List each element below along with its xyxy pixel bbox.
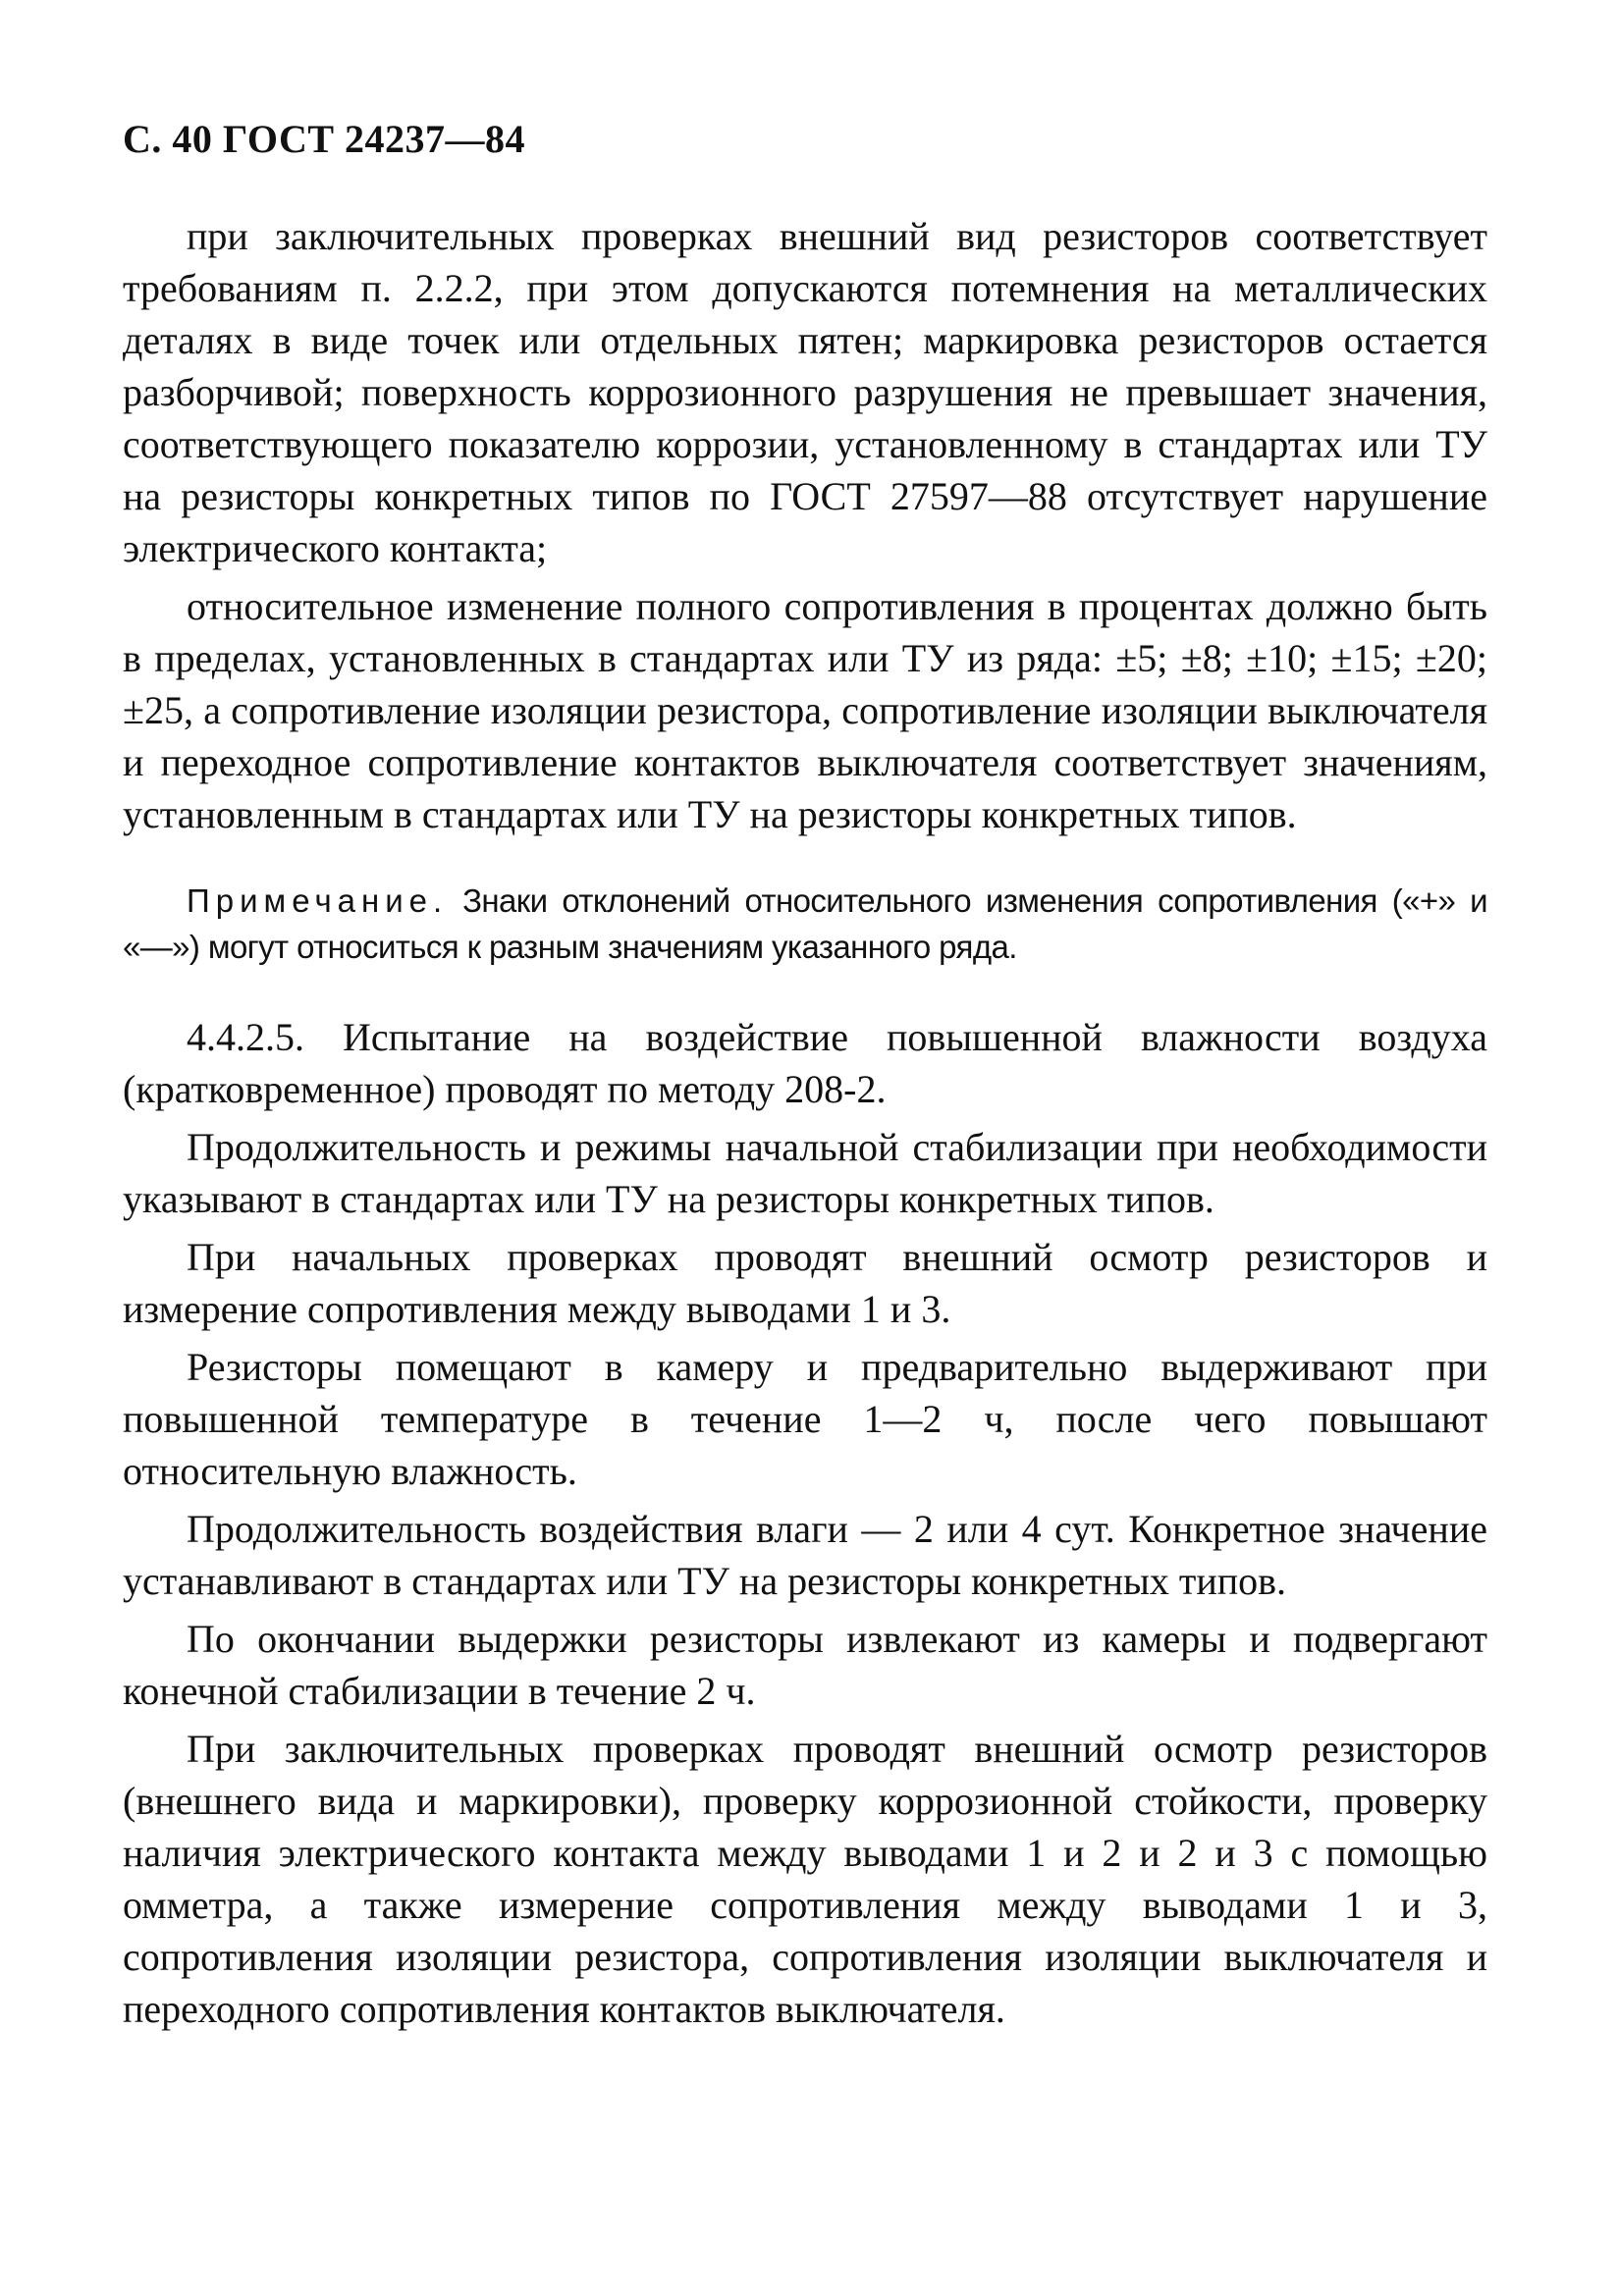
page-header: С. 40 ГОСТ 24237—84 — [123, 117, 526, 161]
paragraph: При заключительных проверках проводят внешний осмотр резисторов (внешнего вида и маркировки), проверку коррозионной стойкости, проверку наличия электрического контакта между выводами 1 и 2 и 2 и 3 с помощью омметра, а также измерение сопротивления между выводами 1 и 3, сопротивления изоляции резистора, сопротивления изоляции выключателя и переходного сопротивления контактов выключателя. — [123, 1727, 1487, 2031]
paragraph: Резисторы помещают в камеру и предварительно выдерживают при повышенной температуре в течение 1—2 ч, после чего повышают относительную влажность. — [123, 1345, 1487, 1493]
section-4-4-2-5 — [123, 1011, 1487, 2035]
section-before-note — [123, 210, 1487, 840]
paragraph: относительное изменение полного сопротивления в процентах должно быть в пределах, установленных в стандартах или ТУ из ряда: ±5; ±8; ±10; ±15; ±20; ±25, а сопротивление изоляции резистора, сопротивление изоляции выключателя и переходное сопротивление контактов выключателя соответствует значениям, установленным в стандартах или ТУ на резисторы конкретных типов. — [123, 584, 1487, 836]
note — [123, 878, 1487, 970]
paragraph: Продолжительность и режимы начальной стабилизации при необходимости указывают в стандартах или ТУ на резисторы конкретных типов. — [123, 1125, 1487, 1221]
paragraph: 4.4.2.5. Испытание на воздействие повышенной влажности воздуха (кратковременное) проводят по методу 208-2. — [123, 1015, 1487, 1111]
paragraph: По окончании выдержки резисторы извлекают из камеры и подвергают конечной стабилизации в течение 2 ч. — [123, 1617, 1487, 1713]
paragraph: При начальных проверках проводят внешний осмотр резисторов и измерение сопротивления между выводами 1 и 3. — [123, 1235, 1487, 1331]
note-label: Примечание. — [187, 882, 449, 919]
document-page — [123, 116, 1487, 2041]
paragraph: Продолжительность воздействия влаги — 2 или 4 сут. Конкретное значение устанавливают в стандартах или ТУ на резисторы конкретных типов. — [123, 1507, 1487, 1603]
note-text: Знаки отклонений относительного изменения сопротивления («+» и «—») могут относиться к разным значениям указанного ряда. — [123, 882, 1487, 965]
paragraph: при заключительных проверках внешний вид резисторов соответствует требованиям п. 2.2.2, при этом допускаются потемнения на металлических деталях в виде точек или отдельных пятен; маркировка резисторов остается разборчивой; поверхность коррозионного разрушения не превышает значения, соответствующего показателю коррозии, установленному в стандартах или ТУ на резисторы конкретных типов по ГОСТ 27597—88 отсутствует нарушение электрического контакта; — [123, 214, 1487, 570]
